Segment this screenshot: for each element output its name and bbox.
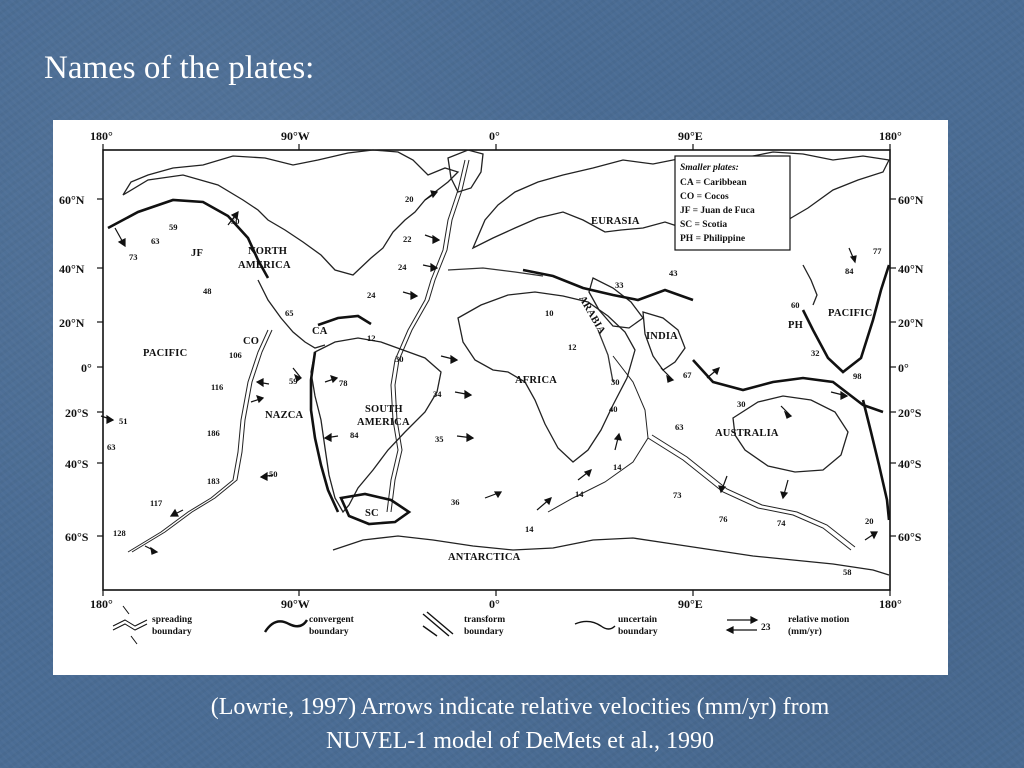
tick-left-60s: 60°S <box>65 530 89 544</box>
velocity-label: 20 <box>405 194 414 204</box>
plate-label-south-america: SOUTH <box>365 404 403 415</box>
japan-coast <box>803 265 817 305</box>
map-legend <box>113 606 850 644</box>
velocity-label: 77 <box>873 246 882 256</box>
plate-label-sc: SC <box>365 508 379 519</box>
velocity-label: 116 <box>211 382 224 392</box>
slide-title: Names of the plates: <box>44 50 315 86</box>
plate-label-south-america: AMERICA <box>357 417 410 428</box>
velocity-label: 30 <box>737 399 746 409</box>
legend-convergent: convergent <box>309 615 354 625</box>
velocity-label: 106 <box>229 350 242 360</box>
andes-trench <box>311 352 338 512</box>
velocity-label: 10 <box>545 308 554 318</box>
velocity-label: 24 <box>367 290 376 300</box>
plate-label-pacific-west: PACIFIC <box>143 348 188 359</box>
velocity-label: 117 <box>150 498 163 508</box>
north-america-coast <box>123 150 458 275</box>
plate-label-ca: CA <box>312 326 328 337</box>
velocity-label: 58 <box>843 567 852 577</box>
plate-label-co: CO <box>243 336 260 347</box>
convergent-boundary-symbol <box>265 620 307 632</box>
velocity-label: 30 <box>611 377 620 387</box>
legend-relative-motion: relative motion <box>788 615 850 625</box>
smaller-plates-item: CA = Caribbean <box>680 178 747 188</box>
velocity-label: 84 <box>350 430 359 440</box>
plate-label-africa: AFRICA <box>515 375 558 386</box>
plate-label-pacific-east: PACIFIC <box>828 308 873 319</box>
tick-right-20s: 20°S <box>898 406 922 420</box>
tick-bottom-180e: 180° <box>879 597 902 611</box>
legend-spreading: spreading <box>152 615 192 625</box>
plate-label-arabia: ARABIA <box>576 294 608 337</box>
tick-bottom-90w: 90°W <box>281 597 310 611</box>
velocity-label: 20 <box>865 516 874 526</box>
velocity-label: 12 <box>367 333 376 343</box>
velocity-label: 48 <box>203 286 212 296</box>
smaller-plates-item: PH = Philippine <box>680 234 746 244</box>
tick-left-20s: 20°S <box>65 406 89 420</box>
tick-right-40n: 40°N <box>898 262 924 276</box>
velocity-label: 76 <box>719 514 728 524</box>
velocity-label: 183 <box>207 476 220 486</box>
uncertain-boundaries <box>448 268 613 382</box>
velocity-label: 51 <box>119 416 128 426</box>
plate-label-eurasia: EURASIA <box>591 216 640 227</box>
velocity-label: 98 <box>853 371 862 381</box>
velocity-label: 63 <box>675 422 684 432</box>
plate-label-australia: AUSTRALIA <box>715 428 779 439</box>
tick-top-0: 0° <box>489 129 500 143</box>
velocity-label: 35 <box>435 434 444 444</box>
legend-convergent: boundary <box>309 627 349 637</box>
plate-label-north-america: AMERICA <box>238 260 291 271</box>
tick-top-90w: 90°W <box>281 129 310 143</box>
velocity-label: 63 <box>107 442 116 452</box>
velocity-label: 32 <box>811 348 820 358</box>
velocity-label: 43 <box>669 268 678 278</box>
smaller-plates-item: CO = Cocos <box>680 192 729 202</box>
smaller-plates-heading: Smaller plates: <box>680 163 739 173</box>
velocity-label: 78 <box>339 378 348 388</box>
smaller-plates-box <box>675 156 790 250</box>
velocity-label: 14 <box>613 462 622 472</box>
velocity-label: 59 <box>169 222 178 232</box>
plate-label-nazca: NAZCA <box>265 410 304 421</box>
plate-label-north-america: NORTH <box>248 246 288 257</box>
plate-map <box>53 120 948 675</box>
tick-left-40s: 40°S <box>65 457 89 471</box>
velocity-label: 33 <box>615 280 624 290</box>
tick-left-60n: 60°N <box>59 193 85 207</box>
legend-uncertain: uncertain <box>618 615 658 625</box>
velocity-label: 73 <box>129 252 138 262</box>
velocity-label: 22 <box>403 234 412 244</box>
velocity-label: 34 <box>433 389 442 399</box>
tick-right-0: 0° <box>898 361 909 375</box>
velocity-label: 14 <box>525 524 534 534</box>
east-pacific-rise-b <box>132 330 272 552</box>
tick-top-180e: 180° <box>879 129 902 143</box>
smaller-plates-item: JF = Juan de Fuca <box>680 206 755 216</box>
legend-spreading: boundary <box>152 627 192 637</box>
caption-line: (Lowrie, 1997) Arrows indicate relative velocities (mm/yr) from <box>210 694 830 720</box>
transform-boundary-symbol <box>423 612 453 636</box>
legend-uncertain: boundary <box>618 627 658 637</box>
tick-bottom-90e: 90°E <box>678 597 703 611</box>
caribbean-boundary <box>318 316 371 325</box>
smaller-plates-item: SC = Scotia <box>680 220 728 230</box>
plate-map-figure <box>53 120 948 675</box>
plate-label-ph: PH <box>788 320 803 331</box>
caption-line: NUVEL-1 model of DeMets et al., 1990 <box>326 728 714 754</box>
velocity-label: 24 <box>398 262 407 272</box>
se-indian-ridge-b <box>652 435 855 547</box>
velocity-label: 50 <box>269 469 278 479</box>
tick-left-0: 0° <box>81 361 92 375</box>
tick-bottom-180w: 180° <box>90 597 113 611</box>
velocity-label: 14 <box>575 489 584 499</box>
velocity-label: 74 <box>777 518 786 528</box>
tick-left-40n: 40°N <box>59 262 85 276</box>
indonesia-trench <box>693 360 883 412</box>
velocity-label: 59 <box>289 376 298 386</box>
velocity-label: 186 <box>207 428 220 438</box>
plate-label-jf: JF <box>191 248 204 259</box>
velocity-label: 30 <box>395 354 404 364</box>
legend-relative-value: 23 <box>761 623 771 633</box>
east-pacific-rise <box>128 330 268 552</box>
spreading-boundary-symbol <box>113 606 147 644</box>
mid-atlantic-ridge-b <box>391 160 469 512</box>
tick-top-180w: 180° <box>90 129 113 143</box>
velocity-label: 40 <box>609 404 618 414</box>
legend-relative-motion: (mm/yr) <box>788 627 822 637</box>
legend-transform: transform <box>464 615 506 625</box>
velocity-label: 128 <box>113 528 126 538</box>
east-african-rift <box>598 330 613 382</box>
plate-label-antarctica: ANTARCTICA <box>448 552 521 563</box>
velocity-label: 65 <box>285 308 294 318</box>
legend-transform: boundary <box>464 627 504 637</box>
slide-caption <box>100 690 940 758</box>
plate-label-india: INDIA <box>646 331 678 342</box>
velocity-label: 50 <box>231 216 240 226</box>
mid-atlantic-ridge <box>387 160 465 512</box>
velocity-label: 67 <box>683 370 692 380</box>
tick-right-60s: 60°S <box>898 530 922 544</box>
tick-right-40s: 40°S <box>898 457 922 471</box>
uncertain-boundary-symbol <box>575 621 615 629</box>
velocity-label: 63 <box>151 236 160 246</box>
tonga-trench <box>863 400 889 520</box>
antarctica-coast <box>333 536 889 575</box>
velocity-label: 12 <box>568 342 577 352</box>
tick-top-90e: 90°E <box>678 129 703 143</box>
tick-right-60n: 60°N <box>898 193 924 207</box>
tick-bottom-0: 0° <box>489 597 500 611</box>
velocity-label: 36 <box>451 497 460 507</box>
velocity-label: 84 <box>845 266 854 276</box>
tick-right-20n: 20°N <box>898 316 924 330</box>
velocity-label: 60 <box>791 300 800 310</box>
relative-motion-symbol <box>727 617 757 633</box>
tick-left-20n: 20°N <box>59 316 85 330</box>
velocity-label: 73 <box>673 490 682 500</box>
